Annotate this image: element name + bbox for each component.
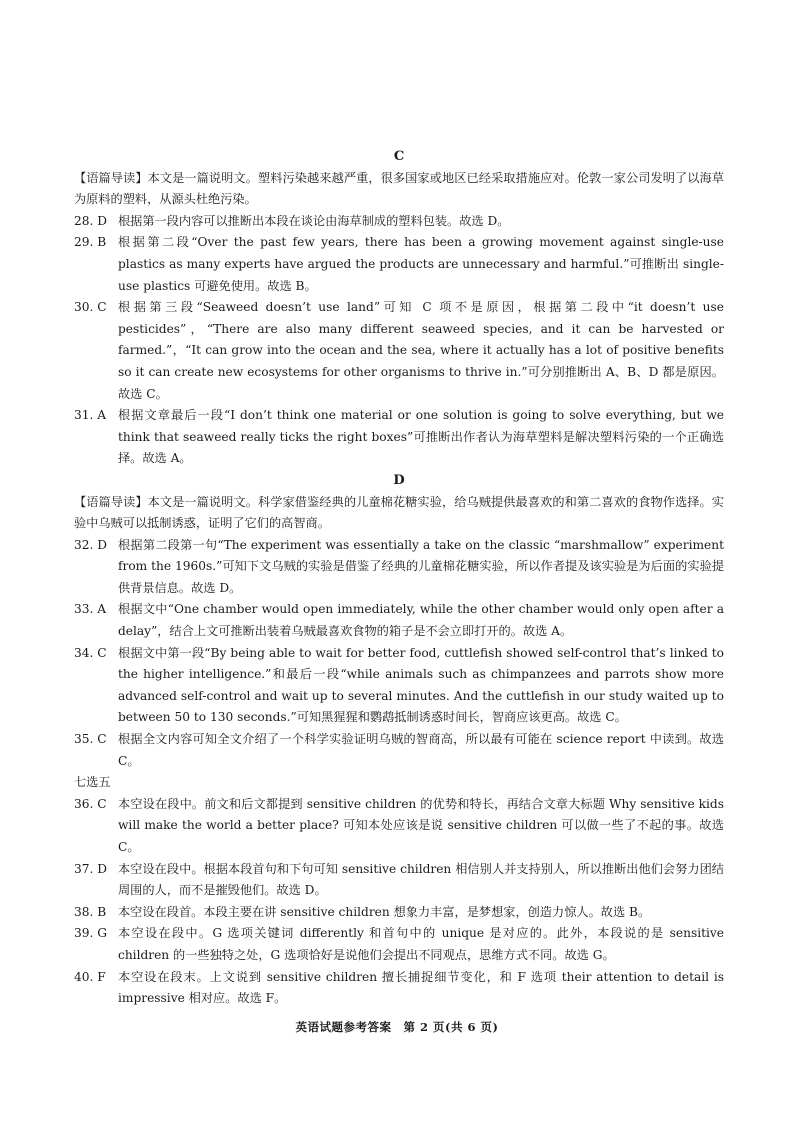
- answer-explanation: 本空设在段首。本段主要在讲 sensitive children 想象力丰富，是梦想家，创造力惊人。故选 B。: [118, 904, 651, 919]
- answer-item-39: [74, 923, 724, 966]
- answer-item-32: [74, 535, 724, 600]
- answer-item-31: [74, 405, 724, 470]
- answer-item-30: [74, 297, 724, 405]
- answer-number: 39. G: [74, 926, 107, 941]
- answer-item-29: [74, 232, 724, 297]
- answer-number: 32. D: [74, 537, 108, 552]
- section-d-guide: 【语篇导读】本文是一篇说明文。科学家借鉴经典的儿童棉花糖实验，给乌贼提供最喜欢的和第二喜欢的食物作选择。实验中乌贼可以抵制诱惑，证明了它们的高智商。: [74, 494, 724, 531]
- section-d-heading: D: [393, 472, 405, 488]
- answer-number: 40. F: [74, 969, 106, 984]
- answer-item-37: [74, 859, 724, 902]
- answer-item-28: [74, 211, 724, 233]
- answer-explanation: 本空设在段末。上文说到 sensitive children 擅长捕捉细节变化，和 F 选项 their attention to detail is impressive 相对应。故选 F。: [118, 969, 724, 1006]
- answer-explanation: 根据文章最后一段“I don’t think one material or one solution is going to solve everything, but we think that seaweed really ticks the right boxes”可推断出作者认为海草塑料是解决塑料污染的一个正确选择。故选 A。: [118, 408, 724, 466]
- answer-explanation: 根据第三段“Seaweed doesn’t use land”可知 C 项不是原因，根据第二段中“it doesn’t use pesticides”，“There are also many different seaweed species, and it can be harvested or farmed.”，“It can grow into the ocean and the sea, where it actually has a lot of positive benefits so it can create new ecosystems for other organisms to thrive in.”可分别推断出 A、B、D 都是原因。故选 C。: [118, 300, 724, 401]
- answer-number: 35. C: [74, 732, 107, 747]
- answer-explanation: 根据文中第一段“By being able to wait for better food, cuttlefish showed self-control that’s linked to the higher intelligence.”和最后一段“while animals such as chimpanzees and parrots show more advanced self-control and wait up to several minutes. And the cuttlefish in our study waited up to between 50 to 130 seconds.”可知黑猩猩和鹦鹉抵制诱惑时间长，智商应该更高。故选 C。: [118, 645, 724, 725]
- answer-item-33: [74, 599, 724, 642]
- answer-number: 29. B: [74, 235, 107, 250]
- answer-item-35: [74, 729, 724, 772]
- answer-item-38: [74, 902, 724, 924]
- section-c-heading: C: [393, 149, 405, 164]
- answer-explanation: 本空设在段中。前文和后文都提到 sensitive children 的优势和特长，再结合文章大标题 Why sensitive kids will make the world a better place? 可知本处应该是说 sensitive children 可以做一些了不起的事。故选 C。: [118, 796, 724, 854]
- answer-number: 36. C: [74, 796, 107, 811]
- page-content: [74, 146, 724, 1010]
- answer-explanation: 根据第二段第一句“The experiment was essentially a take on the classic “marshmallow” experiment from the 1960s.”可知下文乌贼的实验是借鉴了经典的儿童棉花糖实验，所以作者提及该实验是为后面的实验提供背景信息。故选 D。: [118, 537, 724, 595]
- page-footer: 英语试题参考答案 第 2 页(共 6 页): [295, 1020, 499, 1034]
- answer-number: 30. C: [74, 300, 107, 315]
- answer-explanation: 根据第一段内容可以推断出本段在谈论由海草制成的塑料包装。故选 D。: [118, 213, 510, 228]
- answer-number: 28. D: [74, 213, 108, 228]
- answer-explanation: 根据全文内容可知全文介绍了一个科学实验证明乌贼的智商高，所以最有可能在 science report 中读到。故选 C。: [118, 732, 724, 768]
- answer-number: 33. A: [74, 602, 107, 617]
- section-c-guide: 【语篇导读】本文是一篇说明文。塑料污染越来越严重，很多国家或地区已经采取措施应对。伦敦一家公司发明了以海草为原料的塑料，从源头杜绝污染。: [74, 170, 724, 207]
- answer-item-40: [74, 967, 724, 1010]
- answer-number: 31. A: [74, 408, 107, 423]
- answer-explanation: 根据文中“One chamber would open immediately, while the other chamber would only open after a delay”，结合上文可推断出装着乌贼最喜欢食物的箱子是不会立即打开的。故选 A。: [118, 602, 724, 639]
- answer-number: 34. C: [74, 645, 107, 660]
- answer-explanation: 本空设在段中。G 选项关键词 differently 和首句中的 unique 是对应的。此外，本段说的是 sensitive children 的一些独特之处，G 选项恰好是说他们会提出不同观点，思维方式不同。故选 G。: [118, 926, 724, 962]
- answer-number: 38. B: [74, 904, 107, 919]
- answer-explanation: 本空设在段中。根据本段首句和下句可知 sensitive children 相信别人并支持别人，所以推断出他们会努力团结周围的人，而不是摧毁他们。故选 D。: [118, 861, 724, 898]
- answer-explanation: 根据第二段“Over the past few years, there has been a growing movement against single-use plastics as many experts have argued the products are unnecessary and harmful.”可推断出 single-use plastics 可避免使用。故选 B。: [118, 235, 724, 293]
- seven-choose-five-heading: 七选五: [74, 775, 111, 790]
- answer-number: 37. D: [74, 861, 108, 876]
- answer-item-36: [74, 794, 724, 859]
- answer-item-34: [74, 643, 724, 729]
